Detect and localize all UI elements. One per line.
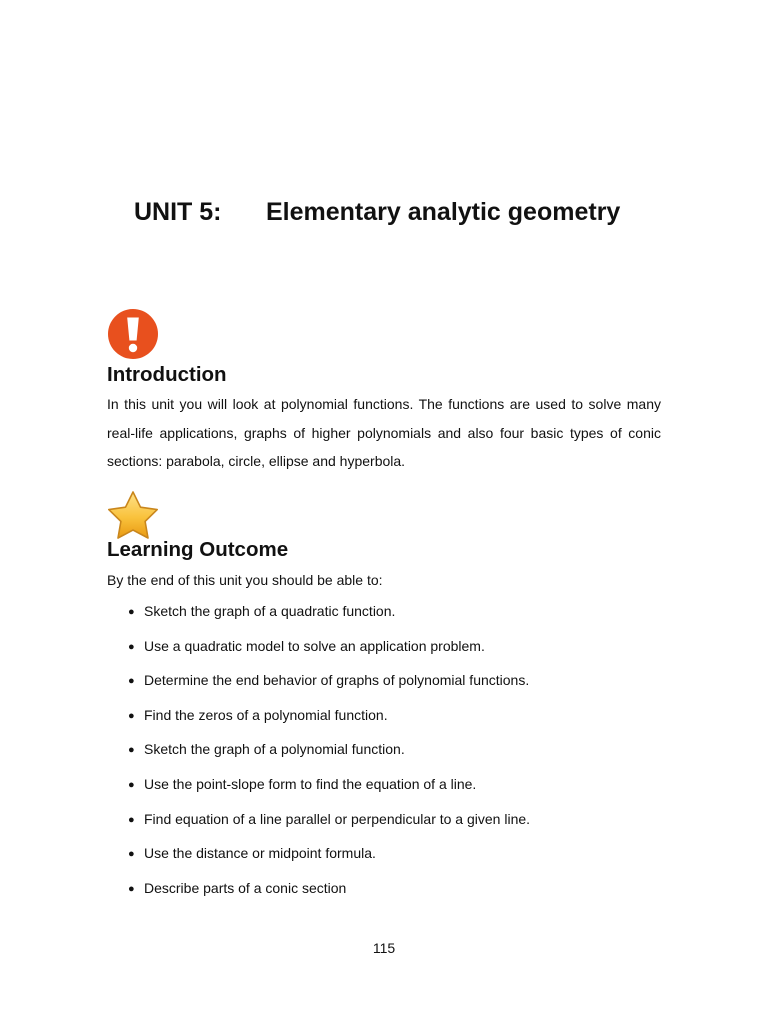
star-icon: [107, 490, 159, 540]
list-item: [128, 636, 530, 671]
bullet-icon: ●: [128, 882, 135, 895]
unit-title: [134, 196, 620, 228]
list-item: [128, 878, 530, 913]
introduction-text: In this unit you will look at polynomial functions. The functions are used to solve many real-life applications, graphs of higher polynomials and also four basic types of conic sections: parabola, circle, ellipse and hyperbola.: [107, 396, 661, 469]
list-item-text: Use the distance or midpoint formula.: [144, 845, 376, 862]
list-item-text: Describe parts of a conic section: [144, 879, 347, 896]
list-item: [128, 601, 530, 636]
list-item: [128, 705, 530, 740]
learning-outcome-lead: By the end of this unit you should be able to:: [107, 572, 383, 588]
unit-name: Elementary analytic geometry: [266, 198, 621, 226]
list-item-text: Determine the end behavior of graphs of polynomial functions.: [144, 672, 530, 689]
list-item-text: Sketch the graph of a quadratic function.: [144, 603, 396, 619]
list-item: [128, 739, 530, 774]
introduction-heading: Introduction: [107, 363, 227, 386]
list-item: [128, 809, 530, 844]
list-item: [128, 670, 530, 705]
bullet-icon: ●: [128, 848, 135, 861]
list-item-text: Find equation of a line parallel or perpendicular to a given line.: [144, 810, 531, 827]
unit-number: UNIT 5:: [134, 198, 222, 226]
exclamation-icon: [107, 308, 159, 360]
list-item: [128, 774, 530, 809]
list-item-text: Use a quadratic model to solve an application problem.: [144, 637, 485, 654]
bullet-icon: ●: [128, 709, 135, 722]
bullet-icon: ●: [128, 675, 135, 688]
bullet-icon: ●: [128, 744, 135, 757]
bullet-icon: ●: [128, 813, 135, 826]
learning-outcome-list: [128, 601, 530, 912]
learning-outcome-heading: Learning Outcome: [107, 538, 289, 561]
list-item: [128, 843, 530, 878]
list-item-text: Find the zeros of a polynomial function.: [144, 706, 388, 723]
bullet-icon: ●: [128, 640, 135, 653]
bullet-icon: ●: [128, 606, 135, 618]
list-item-text: Sketch the graph of a polynomial function.: [144, 741, 405, 758]
list-item-text: Use the point-slope form to find the equation of a line.: [144, 775, 477, 792]
page-number: 115: [372, 940, 396, 956]
bullet-icon: ●: [128, 778, 135, 791]
